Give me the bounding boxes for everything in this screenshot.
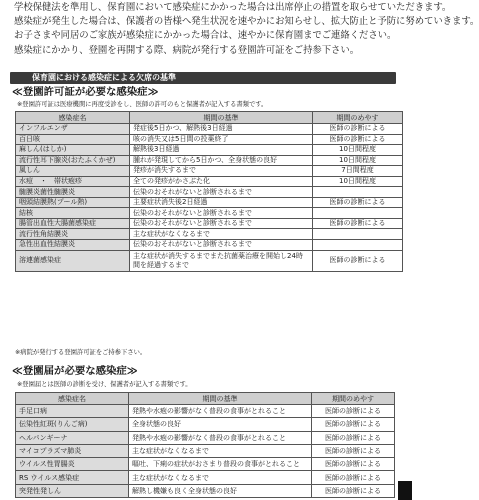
footnote-certificate: ※病院が発行する登園許可証をご持参下さい。 [15,349,147,356]
disease-cell: RS ウイルス感染症 [16,471,129,484]
disease-cell: 溶連菌感染症 [16,250,130,271]
table-row [16,145,403,156]
disease-cell: 咽頭結膜熱(プール熱) [16,197,130,208]
duration-cell: 医師の診断による [313,218,403,229]
duration-cell: 7日間程度 [313,166,403,177]
duration-cell: 医師の診断による [312,418,395,431]
table-row [16,166,403,177]
criteria-cell: 主な症状がなくなるまで [129,444,312,457]
criteria-cell: 全ての発疹がかさぶた化 [130,176,313,187]
duration-cell: 医師の診断による [312,431,395,444]
notification-table [15,392,395,498]
duration-cell [313,229,403,240]
section2-note: ※登園届とは医師の診断を受け、保護者が記入する書類です。 [17,381,192,388]
duration-cell [313,208,403,219]
criteria-cell: 伝染のおそれがないと診断されるまで [130,218,313,229]
criteria-cell: 全身状態の良好 [129,418,312,431]
table-row [16,444,395,457]
table-row [16,197,403,208]
criteria-cell: 解熱後3日経過 [130,145,313,156]
intro-line: 学校保健法を準用し、保育園において感染症にかかった場合は出席停止の措置を取らせていただきます。 [14,2,452,13]
duration-cell: 医師の診断による [313,134,403,145]
criteria-cell: 主な症状がなくなるまで [130,229,313,240]
header-disease: 感染症名 [16,393,129,405]
duration-cell: 医師の診断による [313,124,403,135]
table-row [16,431,395,444]
intro-text [14,1,479,58]
criteria-cell: 咳の消失又は5日間の投薬終了 [130,134,313,145]
criteria-cell: 伝染のおそれがないと診断されるまで [130,187,313,198]
criteria-cell: 主な症状が消失するまでまた抗菌薬治療を開始し24時間を経過するまで [130,250,313,271]
table-row [16,176,403,187]
certificate-table-body [16,124,403,272]
duration-cell: 医師の診断による [312,471,395,484]
table-row [16,471,395,484]
table-row [16,229,403,240]
table-row [16,218,403,229]
intro-line: 感染症が発生した場合は、保護者の皆様へ発生状況を速やかにお知らせし、拡大防止と予防に努めていきます。 [14,16,479,28]
duration-cell: 医師の診断による [312,484,395,497]
notification-table-body [16,405,395,498]
duration-cell [313,240,403,251]
table-row [16,250,403,271]
criteria-cell: 腫れが発現してから5日かつ、全身状態の良好 [130,155,313,166]
section-band: 保育園における感染症による欠席の基準 [10,72,396,84]
disease-cell: 麻しん(はしか) [16,145,130,156]
disease-cell: 急性出血性結膜炎 [16,240,130,251]
criteria-cell: 主な症状がなくなるまで [129,471,312,484]
table-row [16,405,395,418]
disease-cell: 流行性角結膜炎 [16,229,130,240]
section2-title: ≪登園届が必要な感染症≫ [12,365,138,377]
table-row [16,208,403,219]
duration-cell: 医師の診断による [312,405,395,418]
disease-cell: 水痘 ・ 帯状疱疹 [16,176,130,187]
criteria-cell: 解熱し機嫌も良く全身状態の良好 [129,484,312,497]
header-criteria: 期間の基準 [129,393,312,405]
disease-cell: 腸管出血性大腸菌感染症 [16,218,130,229]
table-row [16,155,403,166]
duration-cell [313,187,403,198]
table-row [16,484,395,497]
table-row [16,458,395,471]
criteria-cell: 発疹が消失するまで [130,166,313,177]
disease-cell: ウイルス性胃腸炎 [16,458,129,471]
disease-cell: 手足口病 [16,405,129,418]
criteria-cell: 伝染のおそれがないと診断されるまで [130,240,313,251]
disease-cell: 伝染性紅斑(りんご病) [16,418,129,431]
criteria-cell: 発熱や水疱の影響がなく普段の食事がとれること [129,431,312,444]
criteria-cell: 主要症状消失後2日経過 [130,197,313,208]
intro-line: 感染症にかかり、登園を再開する際、病院が発行する登園許可証をご持参下さい。 [14,44,360,56]
header-duration: 期間のめやす [313,112,403,124]
table-row [16,240,403,251]
header-disease: 感染症名 [16,112,130,124]
criteria-cell: 伝染のおそれがないと診断されるまで [130,208,313,219]
duration-cell: 10日間程度 [313,155,403,166]
disease-cell: 結核 [16,208,130,219]
duration-cell: 医師の診断による [313,197,403,208]
table-row [16,418,395,431]
duration-cell: 10日間程度 [313,176,403,187]
intro-line: お子さまや同居のご家族が感染症にかかった場合は、速やかに保育園までご連絡ください。 [14,30,397,42]
duration-cell: 医師の診断による [312,444,395,457]
section1-title: ≪登園許可証が必要な感染症≫ [12,86,159,98]
header-duration: 期間のめやす [312,393,395,405]
disease-cell: 百日咳 [16,134,130,145]
duration-cell: 医師の診断による [312,458,395,471]
table-row [16,134,403,145]
disease-cell: 流行性耳下腺炎(おたふくかぜ) [16,155,130,166]
duration-cell: 10日間程度 [313,145,403,156]
header-criteria: 期間の基準 [130,112,313,124]
disease-cell: 突発性発しん [16,484,129,497]
criteria-cell: 発熱や水疱の影響がなく普段の食事がとれること [129,405,312,418]
criteria-cell: 嘔吐、下痢の症状がおさまり普段の食事がとれること [129,458,312,471]
table-header-row [16,393,395,405]
disease-cell: マイコプラズマ肺炎 [16,444,129,457]
page-edge-mark [398,481,412,500]
criteria-cell: 発症後5日かつ、解熱後3日経過 [130,124,313,135]
table-header-row [16,112,403,124]
disease-cell: 風しん [16,166,130,177]
disease-cell: 髄膜炎菌性髄膜炎 [16,187,130,198]
certificate-table [15,111,403,272]
section1-note: ※登園許可証は医療機関に再度受診をし、医師の許可のもと保護者が記入する書類です。 [17,101,268,108]
disease-cell: ヘルパンギーナ [16,431,129,444]
duration-cell: 医師の診断による [313,250,403,271]
table-row [16,124,403,135]
disease-cell: インフルエンザ [16,124,130,135]
table-row [16,187,403,198]
